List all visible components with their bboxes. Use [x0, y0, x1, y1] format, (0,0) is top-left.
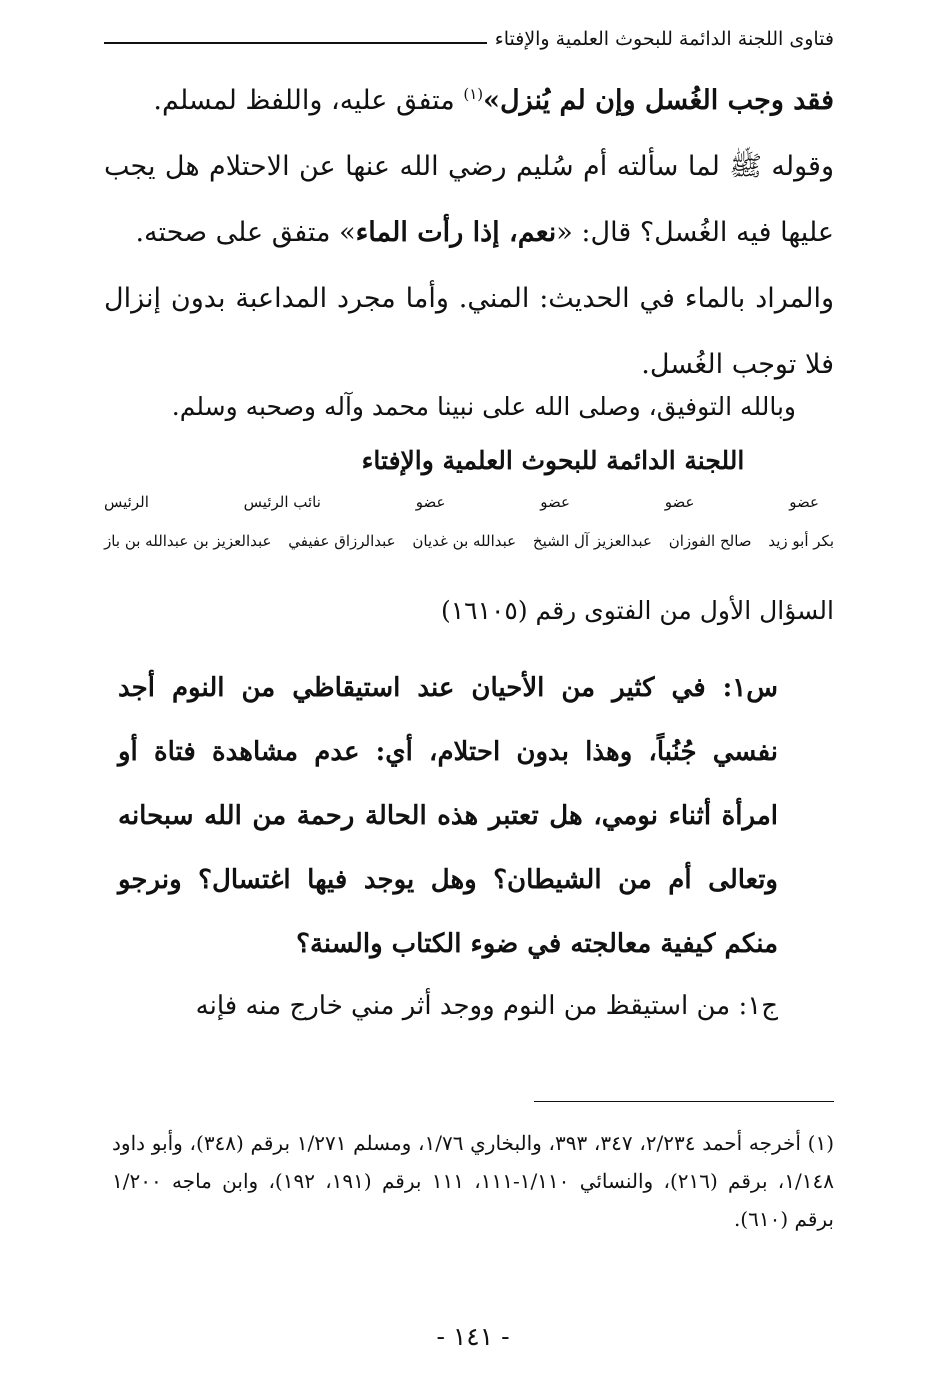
running-header-title: فتاوى اللجنة الدائمة للبحوث العلمية والإفتاء	[494, 28, 834, 50]
paragraph-2	[104, 134, 834, 266]
footnote-text: (١) أخرجه أحمد ٢/٢٣٤، ٣٤٧، ٣٩٣، والبخاري ١/٧٦، ومسلم ١/٢٧١ برقم (٣٤٨)، وأبو داود ١/١٤٨، برقم (٢١٦)، والنسائي ١/١١٠-١١١، ١١١ برقم (١٩١، ١٩٢)، وابن ماجه ١/٢٠٠ برقم (٦١٠).	[112, 1131, 834, 1231]
paragraph-1	[104, 68, 834, 134]
role-member-3: عضو	[540, 493, 570, 511]
signature-names	[104, 532, 834, 550]
hadith-quote-bold: فقد وجب الغُسل وإن لم يُنزل»	[483, 85, 834, 116]
fatwa-title: السؤال الأول من الفتوى رقم (١٦١٠٥)	[440, 596, 834, 625]
name-president: عبدالعزيز بن عبدالله بن باز	[104, 532, 272, 550]
header-rule	[104, 42, 487, 44]
role-vice-president: نائب الرئيس	[243, 493, 321, 511]
paragraph-1-rest: متفق عليه، واللفظ لمسلم.	[153, 85, 464, 116]
name-member-3: عبدالعزيز آل الشيخ	[532, 532, 652, 550]
running-header	[104, 28, 834, 50]
paragraph-2-start: وقوله ﷺ لما سألته أم سُليم رضي الله عنها عن الاحتلام هل يجب عليها فيه الغُسل؟ قال: «	[104, 151, 834, 248]
question-text	[118, 656, 778, 976]
question-paragraph: س١: في كثير من الأحيان عند استيقاظي من النوم أجد نفسي جُنُباً، وهذا بدون احتلام، أي: عدم مشاهدة فتاة أو امرأة أثناء نومي، هل تعتبر هذه الحالة رحمة من الله سبحانه وتعالى أم من الشيطان؟ وهل يوجد فيها اغتسال؟ ونرجو منكم كيفية معالجته في ضوء الكتاب والسنة؟	[118, 673, 778, 959]
role-member-1: عضو	[789, 493, 819, 511]
role-member-4: عضو	[415, 493, 446, 511]
role-president: الرئيس	[104, 493, 149, 511]
answer-text: ج١: من استيقظ من النوم ووجد أثر مني خارج منه فإنه	[195, 991, 778, 1021]
name-member-4: عبدالله بن غديان	[412, 532, 517, 550]
body-text	[104, 68, 834, 398]
name-vice-president: عبدالرزاق عفيفي	[288, 532, 396, 550]
name-member-1: بكر أبو زيد	[768, 532, 834, 550]
page-number: - ١٤١ -	[436, 1322, 510, 1351]
paragraph-3: والمراد بالماء في الحديث: المني. وأما مجرد المداعبة بدون إنزال فلا توجب الغُسل.	[104, 283, 834, 380]
footnote-ref[interactable]: (١)	[463, 85, 484, 103]
footnote	[112, 1124, 834, 1238]
hadith-answer-bold: نعم، إذا رأت الماء	[355, 217, 557, 248]
signature-roles	[104, 493, 834, 511]
committee-title: اللجنة الدائمة للبحوث العلمية والإفتاء	[361, 446, 745, 475]
paragraph-2-end: » متفق على صحته.	[135, 217, 356, 248]
footnote-rule	[534, 1101, 834, 1102]
role-member-2: عضو	[664, 493, 695, 511]
name-member-2: صالح الفوزان	[668, 532, 752, 550]
closing-line: وبالله التوفيق، وصلى الله على نبينا محمد وآله وصحبه وسلم.	[171, 392, 796, 421]
